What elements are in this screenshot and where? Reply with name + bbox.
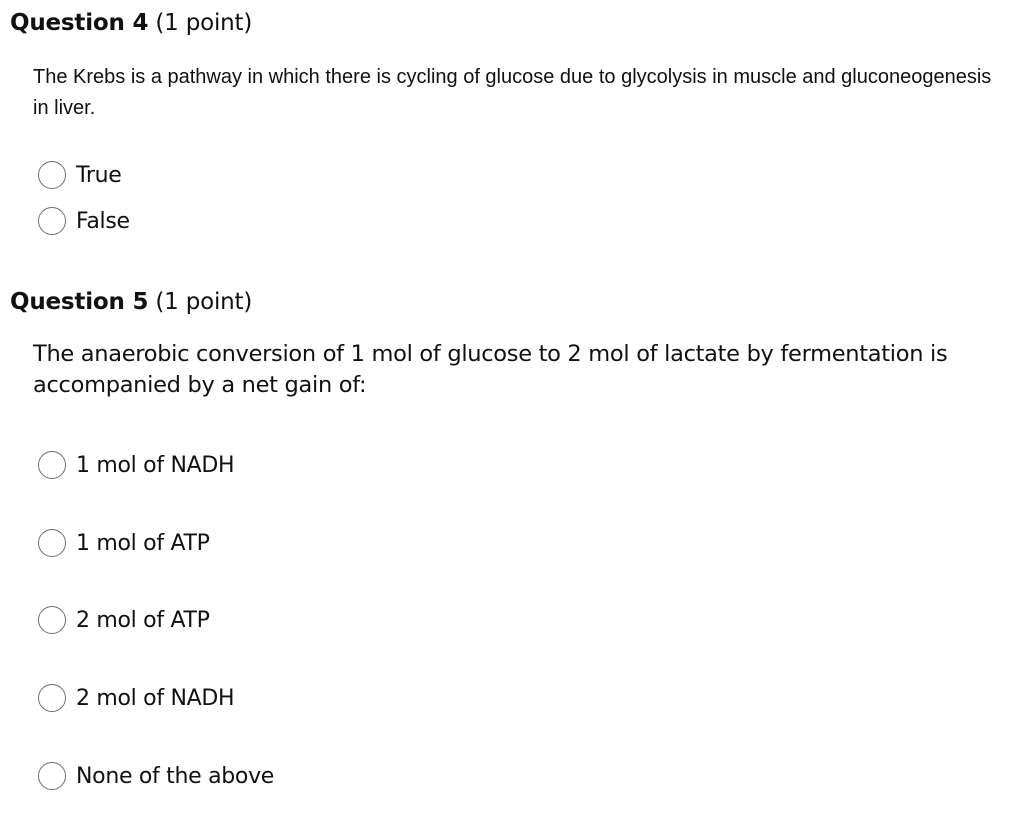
question-5-heading <box>10 289 252 315</box>
option-2-mol-atp[interactable] <box>38 604 210 636</box>
option-label[interactable]: 2 mol of NADH <box>76 685 235 711</box>
question-4-text: The Krebs is a pathway in which there is cycling of glucose due to glycolysis in muscle and gluconeogenesis in liver. <box>33 66 992 119</box>
option-label[interactable]: True <box>76 162 122 188</box>
radio-button[interactable] <box>38 762 66 790</box>
option-label[interactable]: 1 mol of NADH <box>76 452 235 478</box>
question-points: (1 point) <box>155 289 253 315</box>
radio-button[interactable] <box>38 207 66 235</box>
option-none-of-the-above[interactable] <box>38 760 274 792</box>
radio-button[interactable] <box>38 606 66 634</box>
radio-button[interactable] <box>38 684 66 712</box>
option-false[interactable] <box>38 205 130 237</box>
question-4-heading <box>10 10 252 36</box>
radio-button[interactable] <box>38 451 66 479</box>
question-title: Question 4 <box>10 10 149 36</box>
option-label[interactable]: False <box>76 208 130 234</box>
option-label[interactable]: 1 mol of ATP <box>76 530 210 556</box>
radio-button[interactable] <box>38 161 66 189</box>
option-true[interactable] <box>38 159 122 191</box>
option-2-mol-nadh[interactable] <box>38 682 234 714</box>
question-title: Question 5 <box>10 289 149 315</box>
radio-button[interactable] <box>38 529 66 557</box>
question-5-text: The anaerobic conversion of 1 mol of glucose to 2 mol of lactate by fermentation is accompanied by a net gain of: <box>33 341 948 398</box>
option-1-mol-atp[interactable] <box>38 527 210 559</box>
option-label[interactable]: None of the above <box>76 763 275 789</box>
question-points: (1 point) <box>155 10 253 36</box>
option-1-mol-nadh[interactable] <box>38 449 234 481</box>
option-label[interactable]: 2 mol of ATP <box>76 607 210 633</box>
